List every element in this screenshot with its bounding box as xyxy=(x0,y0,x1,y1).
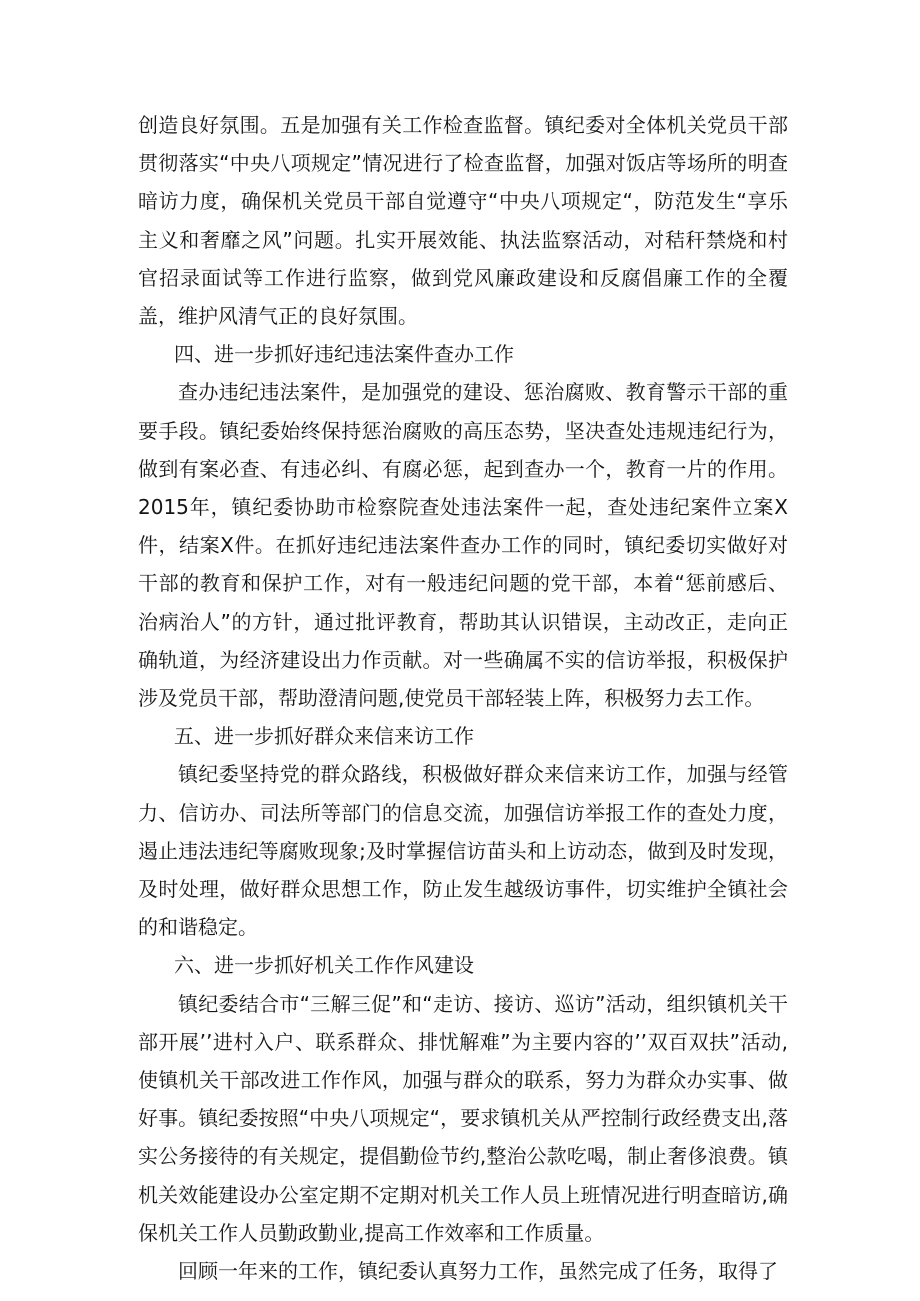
paragraph-petitions: 镇纪委坚持党的群众路线，积极做好群众来信来访工作，加强与经管力、信访办、司法所等部门的信息交流，加强信访举报工作的查处力度，遏止违法违纪等腐败现象;及时掌握信访苗头和上访动态，做到及时发现，及时处理，做好群众思想工作，防止发生越级访事件，切实维护全镇社会的和谐稳定。 xyxy=(138,762,788,940)
document-page xyxy=(138,106,788,1290)
section-heading-5: 五、进一步抓好群众来信来访工作 xyxy=(174,724,474,749)
section-heading-6: 六、进一步抓好机关工作作风建设 xyxy=(174,953,474,978)
paragraph-work-style: 镇纪委结合市“三解三促”和“走访、接访、巡访”活动，组织镇机关干部开展’’进村入户、联系群众、排忧解难”为主要内容的’’双百双扶”活动,使镇机关干部改进工作作风，加强与群众的联系，努力为群众办实事、做好事。镇纪委按照“中央八项规定“，要求镇机关从严控制行政经费支出,落实公务接待的有关规定，提倡勤俭节约,整治公款吃喝，制止奢侈浪费。镇机关效能建设办公室定期不定期对机关工作人员上班情况进行明查暗访,确保机关工作人员勤政勤业,提高工作效率和工作质量。 xyxy=(138,991,788,1245)
paragraph-supervision: 创造良好氛围。五是加强有关工作检查监督。镇纪委对全体机关党员干部贯彻落实“中央八项规定”情况进行了检查监督，加强对饭店等场所的明查暗访力度，确保机关党员干部自觉遵守“中央八项规定“，防范发生“享乐主义和奢靡之风”问题。扎实开展效能、执法监察活动，对秸秆禁烧和村官招录面试等工作进行监察，做到党风廉政建设和反腐倡廉工作的全覆盖，维护风清气正的良好氛围。 xyxy=(138,113,788,329)
paragraph-review: 回顾一年来的工作，镇纪委认真努力工作，虽然完成了任务，取得了 xyxy=(178,1259,778,1284)
paragraph-case-handling: 查办违纪违法案件，是加强党的建设、惩治腐败、教育警示干部的重要手段。镇纪委始终保持惩治腐败的高压态势，坚决查处违规违纪行为，做到有案必查、有违必纠、有腐必惩，起到查办一个，教育一片的作用。2015年，镇纪委协助市检察院查处违法案件一起，查处违纪案件立案X件，结案X件。在抓好违纪违法案件查办工作的同时，镇纪委切实做好对干部的教育和保护工作，对有一般违纪问题的党干部，本着“惩前感后、治病治人”的方针，通过批评教育，帮助其认识错误，主动改正，走向正确轨道，为经济建设出力作贡献。对一些确属不实的信访举报，积极保护涉及党员干部，帮助澄清问题,使党员干部轻装上阵，积极努力去工作。 xyxy=(138,380,788,711)
section-heading-4: 四、进一步抓好违纪违法案件查办工作 xyxy=(174,342,514,367)
